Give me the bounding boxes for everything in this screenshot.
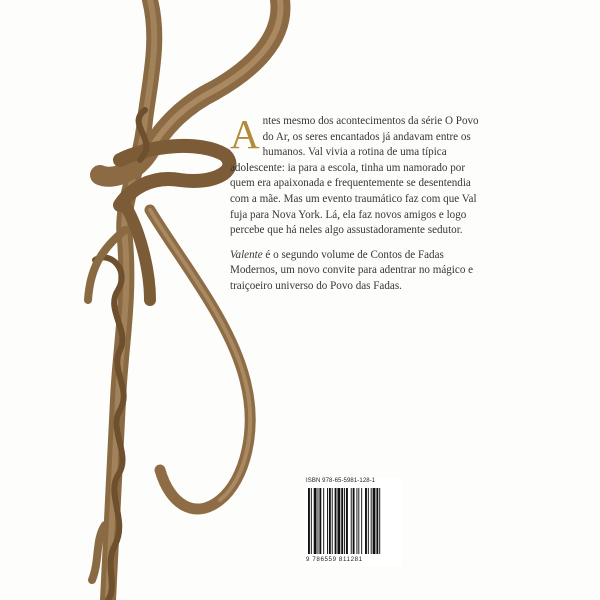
blurb-paragraph-2-text: é o segundo volume de Contos de Fadas Modernos, um novo convite para adentrar no mágico e traiçoeiro universo do Povo das Fadas. <box>230 248 474 292</box>
blurb-paragraph-2 <box>230 248 492 295</box>
barcode-bar <box>311 488 312 554</box>
barcode-bar <box>323 488 324 554</box>
barcode-bar <box>318 488 319 554</box>
barcode-bar <box>308 488 310 554</box>
barcode-bar <box>356 488 357 554</box>
barcode-bar <box>351 488 352 554</box>
barcode-bar <box>335 488 337 554</box>
book-title-italic: Valente <box>230 248 263 261</box>
barcode-bar <box>358 488 359 554</box>
barcode-bar <box>344 488 345 554</box>
blurb-paragraph-1-text: ntes mesmo dos acontecimentos da série O Povo do Ar, os seres encantados já andavam entre os humanos. Val vivia a rotina de uma típica adolescente: ia para a escola, tinha um namorado por quem era apaixonada e frequentemente se desentendia com a mãe. Mas um evento traumático faz com que Val fuja para Nova York. Lá, ela faz novos amigos e logo percebe que há neles algo assustadoramente sedutor. <box>230 115 479 237</box>
back-cover-blurb <box>230 111 492 295</box>
barcode-bar <box>337 488 340 554</box>
barcode-bar <box>368 488 369 554</box>
barcode-icon <box>308 488 400 558</box>
barcode-bar <box>319 488 321 554</box>
barcode-bar <box>327 488 328 554</box>
barcode-bar <box>361 488 362 554</box>
barcode-bar <box>379 488 380 554</box>
barcode-bar <box>371 488 372 554</box>
barcode-bar <box>353 488 355 554</box>
barcode-block <box>306 478 402 566</box>
barcode-bar <box>346 488 348 554</box>
isbn-label: ISBN 978-65-5981-128-1 <box>306 478 376 484</box>
barcode-bar <box>376 488 378 554</box>
barcode-bar <box>373 488 376 554</box>
barcode-bar <box>332 488 333 554</box>
barcode-bar <box>329 488 331 554</box>
blurb-paragraph-1 <box>230 111 492 239</box>
drop-cap: A <box>230 111 260 157</box>
barcode-bar <box>314 488 317 554</box>
ean-digits: 9 786559 811281 <box>306 556 363 563</box>
barcode-bar <box>341 488 343 554</box>
barcode-bar <box>365 488 367 554</box>
